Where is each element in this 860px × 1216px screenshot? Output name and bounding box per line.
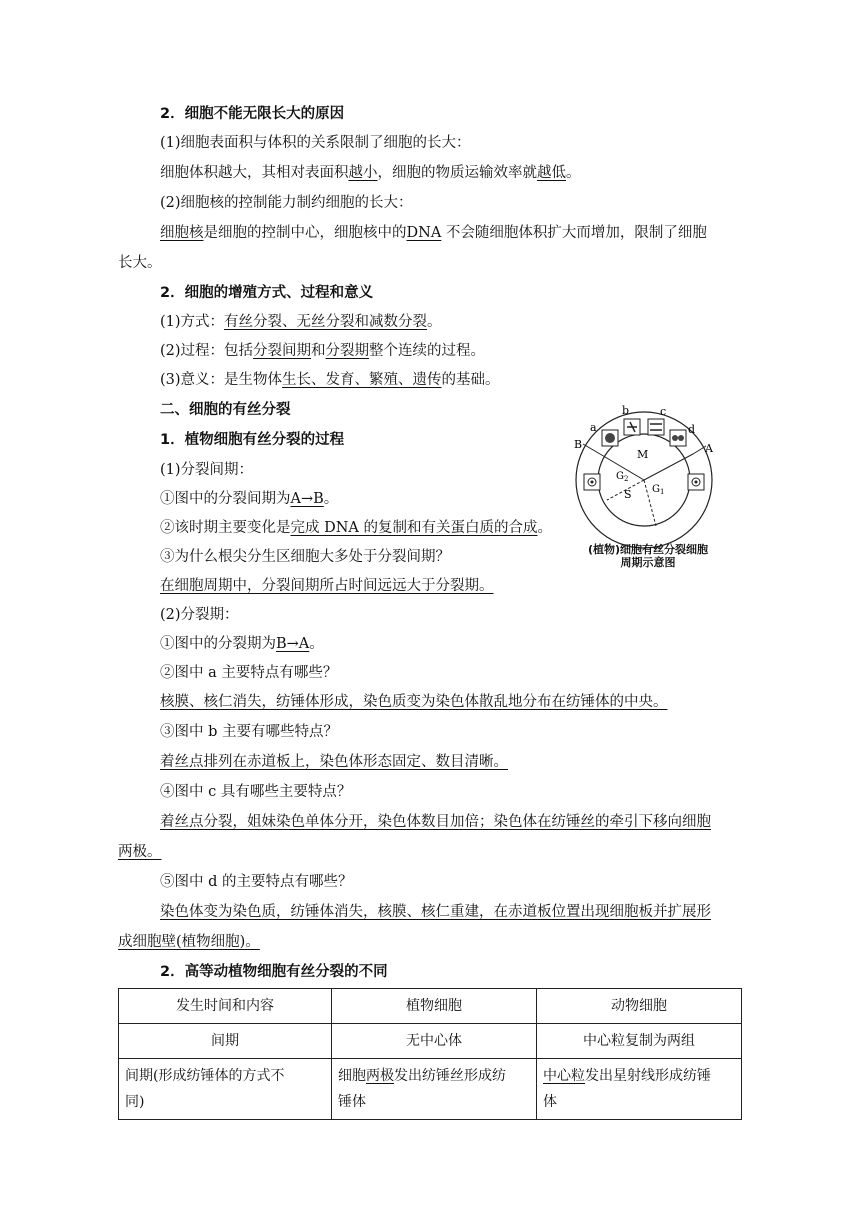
answer: 着丝点排列在赤道板上，染色体形态固定、数目清晰。: [160, 754, 508, 770]
table-row: [119, 1024, 742, 1059]
question: ②图中 a 主要特点有哪些？: [160, 665, 338, 681]
paragraph: (1)分裂间期：: [160, 462, 254, 478]
label-d: d: [688, 423, 696, 436]
paragraph: 细胞核是细胞的控制中心，细胞核中的DNA 不会随细胞体积扩大而增加，限制了细胞: [160, 225, 707, 241]
blank-answer: 生长、发育、繁殖、遗传: [282, 372, 442, 388]
blank-answer: A→B: [290, 491, 324, 507]
table-cell: 中心粒发出星射线形成纺锤 体: [537, 1059, 742, 1120]
blank-answer: 分裂间期: [253, 343, 312, 359]
label-G2: $G_2$: [616, 471, 629, 483]
table-cell: 中心粒复制为两组: [537, 1024, 742, 1059]
label-A: A: [705, 442, 713, 455]
paragraph: (2)分裂期：: [160, 607, 239, 623]
blank-answer: 完成 DNA 的复制和有关蛋白质的合成: [290, 520, 538, 536]
blank-answer: 有丝分裂、无丝分裂和减数分裂: [224, 314, 428, 330]
cell-icon: [688, 474, 704, 490]
blank-answer: 细胞核: [160, 225, 204, 241]
pointer-line: [583, 444, 600, 454]
comparison-table: [118, 988, 742, 1120]
answer: 染色体变为染色质，纺锤体消失，核膜、核仁重建，在赤道板位置出现细胞板并扩展形: [160, 904, 711, 920]
table-header: 植物细胞: [332, 989, 537, 1024]
table-header: 动物细胞: [537, 989, 742, 1024]
answer: 在细胞周期中，分裂间期所占时间远远大于分裂期。: [160, 578, 494, 594]
blank-answer: DNA: [406, 225, 442, 241]
paragraph: 长大。: [118, 255, 162, 271]
table-header-row: [119, 989, 742, 1024]
table-cell: 细胞两极发出纺锤丝形成纺 锤体: [332, 1059, 537, 1120]
question: ④图中 c 具有哪些主要特点？: [160, 784, 352, 800]
section-title-proliferation: 2．细胞的增殖方式、过程和意义: [160, 285, 374, 301]
table-cell: 间期: [119, 1024, 332, 1059]
section-title-mitosis: 二、细胞的有丝分裂: [160, 402, 291, 418]
label-b: b: [622, 404, 630, 417]
table-cell: 无中心体: [332, 1024, 537, 1059]
label-a: a: [590, 421, 597, 434]
paragraph: (3)意义：是生物体生长、发育、繁殖、遗传的基础。: [160, 372, 500, 388]
label-S: S: [624, 488, 632, 501]
answer: 成细胞壁(植物细胞)。: [118, 934, 260, 950]
paragraph: ①图中的分裂期为B→A。: [160, 636, 324, 652]
paragraph: (2)过程：包括分裂间期和分裂期整个连续的过程。: [160, 343, 486, 359]
phase-boundary: [644, 454, 693, 480]
paragraph: ①图中的分裂间期为A→B。: [160, 491, 339, 507]
blank-answer: 分裂期: [325, 343, 370, 359]
table-header: 发生时间和内容: [119, 989, 332, 1024]
label-B: B: [574, 438, 583, 451]
question: ③图中 b 主要有哪些特点？: [160, 724, 338, 740]
subsection-title: 2．高等动植物细胞有丝分裂的不同: [160, 964, 388, 980]
paragraph: 细胞体积越大，其相对表面积越小，细胞的物质运输效率就越低。: [160, 165, 581, 181]
answer: 着丝点分裂，姐妹染色单体分开，染色体数目加倍；染色体在纺锤丝的牵引下移向细胞: [160, 814, 711, 830]
blank-answer: 越小: [348, 165, 378, 181]
label-M: M: [637, 448, 649, 461]
paragraph: (1)细胞表面积与体积的关系限制了细胞的长大：: [160, 135, 471, 151]
answer: 两极。: [118, 844, 162, 860]
subsection-title: 1．植物细胞有丝分裂的过程: [160, 432, 345, 448]
label-c: c: [660, 405, 667, 418]
blank-answer: 越低: [537, 165, 566, 181]
blank-answer: 两极: [366, 1068, 394, 1084]
blank-answer: 中心粒: [543, 1068, 585, 1084]
figure-caption: (植物)细胞有丝分裂细胞 周期示意图: [587, 543, 709, 569]
answer: 核膜、核仁消失，纺锤体形成，染色质变为染色体散乱地分布在纺锤体的中央。: [160, 694, 668, 710]
label-G1: $G_1$: [652, 484, 665, 496]
paragraph: ②该时期主要变化是完成 DNA 的复制和有关蛋白质的合成。: [160, 520, 553, 536]
blank-answer: B→A: [276, 636, 310, 652]
question: ⑤图中 d 的主要特点有哪些？: [160, 874, 353, 890]
table-cell: 间期(形成纺锤体的方式不 同): [119, 1059, 332, 1120]
cell-icon: [624, 419, 640, 435]
cell-icon: [602, 430, 618, 446]
cell-icon: [670, 430, 686, 446]
paragraph: (1)方式：有丝分裂、无丝分裂和减数分裂。: [160, 314, 442, 330]
section-title-cell-growth-limit: 2．细胞不能无限长大的原因: [160, 106, 345, 122]
cell-icon: [584, 474, 600, 490]
cell-icon: [648, 419, 664, 435]
paragraph: (2)细胞核的控制能力制约细胞的长大：: [160, 195, 413, 211]
table-row: [119, 1059, 742, 1120]
question: ③为什么根尖分生区细胞大多处于分裂间期？: [160, 549, 450, 565]
